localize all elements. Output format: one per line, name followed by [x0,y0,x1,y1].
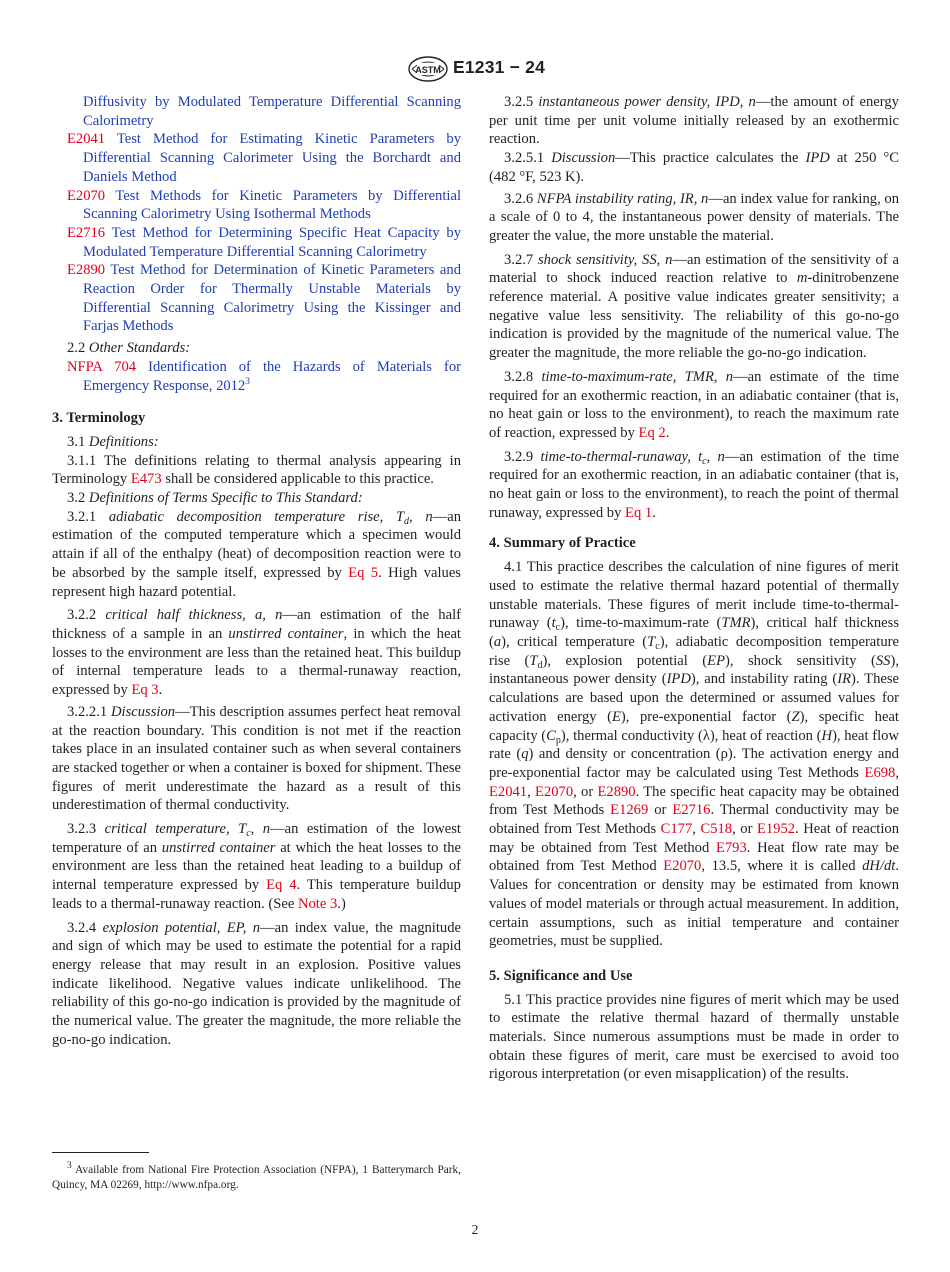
para-3-2-2: 3.2.2 critical half thickness, a, n—an estimation of the half thickness of a sample in an unstirred container, in which the heat losses to the environment are less than the retained heat. This buildup of internal temperature leads to a thermal-runaway reaction, expressed by Eq 3. [52,607,461,699]
section-4-heading: 4. Summary of Practice [489,535,636,552]
link-e793[interactable]: E793 [715,839,747,856]
para-3-2-7: 3.2.7 shock sensitivity, SS, n—an estimation of the sensitivity of a material to shock induced reaction relative to m-dinitrobenzene reference material. A positive value indicates greater sensitivity; a negative value less sensitivity. The reliability of this go-no-go indication is provided by the magnitude of the numerical value. The greater the magnitude, the more reliable the go-no-go indication. [489,251,899,362]
link-eq-5[interactable]: Eq 5 [348,564,379,581]
link-note-3[interactable]: Note 3 [297,895,338,912]
link-e2041[interactable]: E2041 [489,783,528,800]
link-c518[interactable]: C518 [700,821,733,838]
link-e2716[interactable]: E2716 [672,802,711,819]
footnote: $^3$ Available from National Fire Protection Association (NFPA), 1 Batterymarch Park, Quincy, MA 02269, http://www.nfpa.org. [52,1161,461,1191]
link-e2070-b[interactable]: E2070 [663,858,702,875]
reference-continuation: Diffusivity by Modulated Temperature Differential Scanning Calorimetry [83,94,461,129]
other-standards-heading: 2.2 Other Standards: [67,340,191,357]
reference-code[interactable]: E2041 [67,131,106,148]
reference-code[interactable]: E2890 [67,262,106,279]
para-3-1-1: 3.1.1 The definitions relating to thermal analysis appearing in Terminology E473 shall be considered applicable to this practice. [52,452,461,488]
reference-title[interactable]: Identification of the Hazards of Materials for Emergency Response, 2012 [83,358,461,394]
left-column [52,93,461,1049]
reference-nfpa-704[interactable] [52,358,461,395]
page-header [0,56,950,84]
reference-title[interactable]: Test Methods for Kinetic Parameters by Differential Scanning Calorimetry Using Isothermal Methods [83,187,461,223]
svg-text:ASTM: ASTM [415,65,441,75]
para-3-1: 3.1 Definitions: [67,433,159,450]
para-4-1: 4.1 This practice describes the calculation of nine figures of merit used to estimate the relative thermal hazard potential of thermally unstable materials. These figures of merit include time-to-thermal-runaway $(t_c)$, time-to-maximum-rate (TMR), critical half thickness (a), critical temperature $(T_c)$, adiabatic decomposition temperature rise $(T_d)$, explosion potential (EP), shock sensitivity (SS), instantaneous power density (IPD), and instability rating (IR). These calculations are based upon the determined or assumed values for activation energy (E), pre-exponential factor (Z), specific heat capacity $(C_p)$, thermal conductivity (λ), heat of reaction (H), heat flow rate (q) and density or concentration (ρ). The activation energy and pre-exponential factor may be calculated using Test Methods E698, E2041, E2070, or E2890. The specific heat capacity may be obtained from Test Methods E1269 or E2716. Thermal conductivity may be obtained from Test Methods C177, C518, or E1952. Heat of reaction may be obtained from Test Method E793. Heat flow rate may be obtained from Test Method E2070, 13.5, where it is called dH/dt. Values for concentration or density may be estimated from known values of model materials or through actual measurement. In addition, certain assumptions, such as initial temperature and container geometries, must be supplied. [489,559,900,950]
link-eq-4[interactable]: Eq 4 [266,877,297,894]
section-3-heading: 3. Terminology [52,410,146,427]
right-column [489,93,899,1084]
reference-e2041[interactable] [52,130,461,186]
link-e473[interactable]: E473 [130,471,162,488]
reference-code[interactable]: E2070 [67,187,106,204]
link-eq-3[interactable]: Eq 3 [131,682,159,699]
para-3-2-5: 3.2.5 instantaneous power density, IPD, n—the amount of energy per unit time per unit volume initially released by an exothermic reaction. [489,94,899,148]
reference-title[interactable]: Test Method for Determining Specific Heat Capacity by Modulated Temperature Differential Scanning Calorimetry [83,224,461,260]
reference-e2890[interactable] [52,261,461,336]
para-3-2-1: 3.2.1 adiabatic decomposition temperature rise, $T_d$, n—an estimation of the computed temperature which a specimen would attain if all of the enthalpy (heat) of decomposition reaction were to be absorbed by the sample itself, expressed by Eq 5. High values represent high hazard potential. [52,508,461,600]
footnote-divider [52,1152,149,1153]
link-e1952[interactable]: E1952 [756,821,796,838]
astm-logo-icon [408,56,448,82]
reference-code[interactable]: NFPA 704 [67,358,137,375]
link-eq-1[interactable]: Eq 1 [625,504,653,521]
para-3-2: 3.2 Definitions of Terms Specific to This Standard: [67,490,363,507]
para-3-2-3: 3.2.3 critical temperature, $T_c$, n—an estimation of the lowest temperature of an unstirred container at which the heat losses to the environment are less than the retained heat leading to a buildup of internal temperature expressed by Eq 4. This temperature buildup leads to a thermal-runaway reaction. (See Note 3.) [52,821,461,912]
link-eq-2[interactable]: Eq 2 [638,424,666,441]
reference-e2070[interactable] [52,187,461,224]
link-e2070[interactable]: E2070 [535,783,574,800]
link-e698[interactable]: E698 [864,764,896,781]
para-3-2-8: 3.2.8 time-to-maximum-rate, TMR, n—an estimate of the time required for an exothermic reaction, in an adiabatic container (that is, no heat gain or loss to the environment), to reach the maximum rate of reaction, expressed by Eq 2. [489,368,900,441]
para-3-2-2-1: 3.2.2.1 Discussion—This description assumes perfect heat removal at the reaction boundary. This condition is not met if the reaction takes place in an insulated container such as when several containers are stacked together or when a container is boxed for shipment. These figures of merit underestimate the hazard as a result of this underestimation of thermal conductivity. [52,703,461,814]
section-5-heading: 5. Significance and Use [489,967,633,984]
link-e2890[interactable]: E2890 [597,783,636,800]
para-3-2-6: 3.2.6 NFPA instability rating, IR, n—an index value for ranking, on a scale of 0 to 4, the instantaneous power density of materials. The greater the value, the more unstable the material. [489,190,899,244]
link-e1269[interactable]: E1269 [610,802,649,819]
designation: E1231 − 24 [453,57,546,77]
para-3-2-4: 3.2.4 explosion potential, EP, n—an index value, the magnitude and sign of which may be used to estimate the potential for a rapid energy release that may result in an explosion. Positive values indicate likelihood. Negative values indicate unlikelihood. The reliability of this go-no-go indication is provided by the magnitude of the numerical value. The greater the magnitude, the more reliable the go-no-go indication. [52,919,461,1048]
reference-title[interactable]: Test Method for Estimating Kinetic Parameters by Differential Scanning Calorimeter Using the Borchardt and Daniels Method [83,131,462,185]
reference-e2716[interactable] [52,224,461,261]
footnote-marker: 3 [245,376,251,387]
para-3-2-5-1: 3.2.5.1 Discussion—This practice calculates the IPD at 250 °C (482 °F, 523 K). [489,150,899,185]
para-5-1: 5.1 This practice provides nine figures of merit which may be used to estimate the relative thermal hazard of thermally unstable materials. Since numerous assumptions must be made in order to obtain these figures of merit, care must be exercised to avoid too rigorous interpretation (or even misapplication) of the results. [489,991,899,1083]
reference-code[interactable]: E2716 [67,224,106,241]
link-c177[interactable]: C177 [660,821,693,838]
para-3-2-9: 3.2.9 time-to-thermal-runaway, $t_c$, n—an estimation of the time required for an exothermic reaction, in an adiabatic container (that is, no heat gain or loss to the environment), to reach the point of thermal runaway, expressed by Eq 1. [489,448,900,521]
reference-title[interactable]: Test Method for Determination of Kinetic Parameters and Reaction Order for Thermally Unstable Materials by Differential Scanning Calorimetry Using the Kissinger and Farjas Methods [83,262,461,335]
page-number: 2 [471,1222,479,1237]
